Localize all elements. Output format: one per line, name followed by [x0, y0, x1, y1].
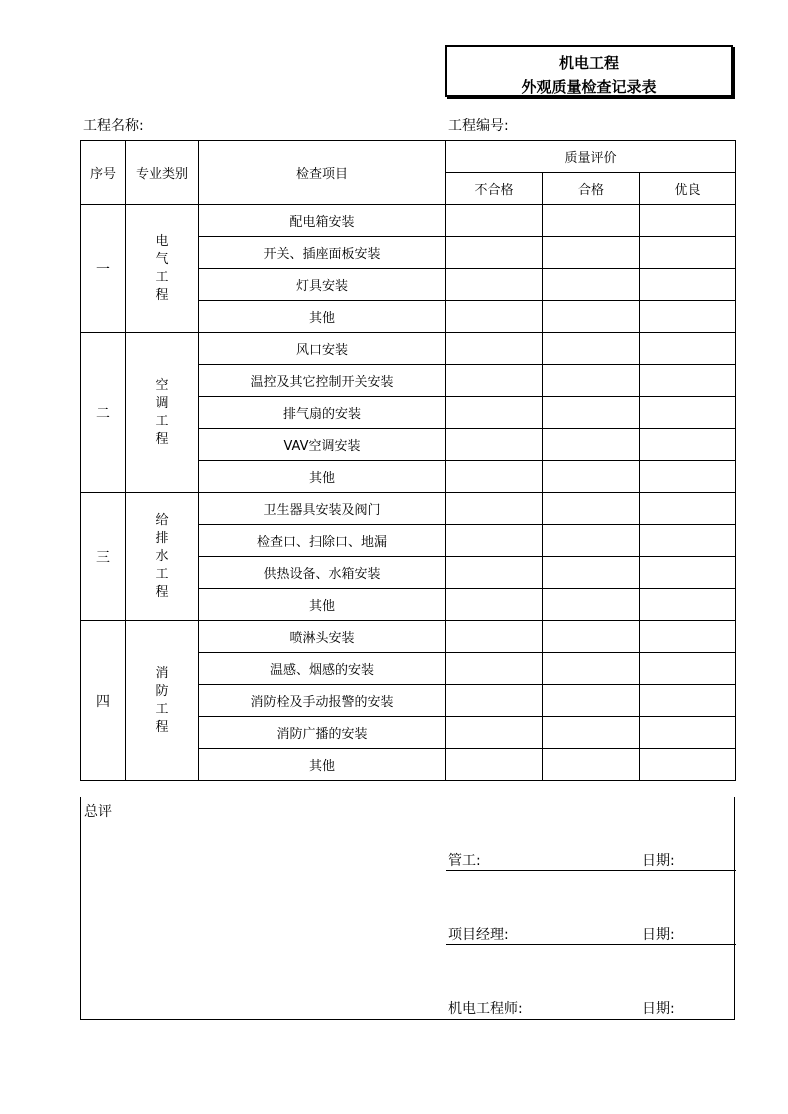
excellent-cell[interactable] — [640, 493, 736, 525]
pass-cell[interactable] — [543, 493, 640, 525]
group-seq: 三 — [81, 493, 126, 621]
inspection-item: 温控及其它控制开关安装 — [199, 365, 446, 397]
fail-cell[interactable] — [446, 365, 543, 397]
fail-cell[interactable] — [446, 461, 543, 493]
group-category — [126, 621, 199, 781]
inspection-item: 灯具安装 — [199, 269, 446, 301]
form-title-box — [445, 45, 733, 97]
excellent-cell[interactable] — [640, 333, 736, 365]
signature-date: 日期: — [642, 853, 675, 869]
group-category-label: 空调工程 — [155, 377, 169, 447]
project-number-label: 工程编号: — [448, 118, 509, 134]
excellent-cell[interactable] — [640, 397, 736, 429]
fail-cell[interactable] — [446, 205, 543, 237]
excellent-cell[interactable] — [640, 717, 736, 749]
header-excellent: 优良 — [640, 173, 736, 205]
inspection-item: 其他 — [199, 589, 446, 621]
fail-cell[interactable] — [446, 525, 543, 557]
header-quality: 质量评价 — [446, 141, 736, 173]
fail-cell[interactable] — [446, 653, 543, 685]
excellent-cell[interactable] — [640, 621, 736, 653]
group-category-label: 给排水工程 — [155, 512, 169, 600]
signature-divider — [446, 944, 736, 945]
table-row — [81, 333, 736, 365]
table-row — [81, 493, 736, 525]
inspection-item: 供热设备、水箱安装 — [199, 557, 446, 589]
inspection-item: 卫生器具安装及阀门 — [199, 493, 446, 525]
fail-cell[interactable] — [446, 589, 543, 621]
excellent-cell[interactable] — [640, 685, 736, 717]
inspection-item: 喷淋头安装 — [199, 621, 446, 653]
pass-cell[interactable] — [543, 205, 640, 237]
inspection-item: 风口安装 — [199, 333, 446, 365]
excellent-cell[interactable] — [640, 205, 736, 237]
group-category-label: 消防工程 — [155, 665, 169, 735]
fail-cell[interactable] — [446, 685, 543, 717]
signature-role: 管工: — [448, 853, 481, 869]
fail-cell[interactable] — [446, 269, 543, 301]
pass-cell[interactable] — [543, 685, 640, 717]
excellent-cell[interactable] — [640, 301, 736, 333]
fail-cell[interactable] — [446, 429, 543, 461]
inspection-item: 温感、烟感的安装 — [199, 653, 446, 685]
group-category — [126, 205, 199, 333]
excellent-cell[interactable] — [640, 749, 736, 781]
inspection-item: 消防广播的安装 — [199, 717, 446, 749]
inspection-item: 其他 — [199, 749, 446, 781]
inspection-item: 其他 — [199, 461, 446, 493]
form-title-line2: 外观质量检查记录表 — [521, 78, 657, 96]
excellent-cell[interactable] — [640, 365, 736, 397]
signature-role: 机电工程师: — [448, 1001, 523, 1017]
pass-cell[interactable] — [543, 237, 640, 269]
group-category — [126, 333, 199, 493]
header-fail: 不合格 — [446, 173, 543, 205]
header-item: 检查项目 — [199, 141, 446, 205]
pass-cell[interactable] — [543, 269, 640, 301]
header-seq: 序号 — [81, 141, 126, 205]
header-pass: 合格 — [543, 173, 640, 205]
inspection-item: 配电箱安装 — [199, 205, 446, 237]
excellent-cell[interactable] — [640, 653, 736, 685]
signature-date: 日期: — [642, 1001, 675, 1017]
fail-cell[interactable] — [446, 397, 543, 429]
table-row — [81, 205, 736, 237]
pass-cell[interactable] — [543, 461, 640, 493]
fail-cell[interactable] — [446, 333, 543, 365]
group-seq: 四 — [81, 621, 126, 781]
summary-section — [80, 797, 735, 1020]
project-name-label: 工程名称: — [83, 118, 144, 134]
group-category — [126, 493, 199, 621]
excellent-cell[interactable] — [640, 461, 736, 493]
fail-cell[interactable] — [446, 237, 543, 269]
fail-cell[interactable] — [446, 621, 543, 653]
fail-cell[interactable] — [446, 557, 543, 589]
excellent-cell[interactable] — [640, 525, 736, 557]
pass-cell[interactable] — [543, 557, 640, 589]
pass-cell[interactable] — [543, 525, 640, 557]
signature-divider — [446, 870, 736, 871]
pass-cell[interactable] — [543, 397, 640, 429]
inspection-item: 消防栓及手动报警的安装 — [199, 685, 446, 717]
excellent-cell[interactable] — [640, 429, 736, 461]
group-seq: 一 — [81, 205, 126, 333]
fail-cell[interactable] — [446, 301, 543, 333]
excellent-cell[interactable] — [640, 557, 736, 589]
inspection-table — [80, 140, 736, 781]
inspection-item: 其他 — [199, 301, 446, 333]
header-category: 专业类别 — [126, 141, 199, 205]
excellent-cell[interactable] — [640, 589, 736, 621]
fail-cell[interactable] — [446, 749, 543, 781]
pass-cell[interactable] — [543, 365, 640, 397]
inspection-item: VAV空调安装 — [199, 429, 446, 461]
summary-label: 总评 — [84, 804, 112, 820]
group-seq: 二 — [81, 333, 126, 493]
excellent-cell[interactable] — [640, 237, 736, 269]
pass-cell[interactable] — [543, 301, 640, 333]
group-category-label: 电气工程 — [155, 233, 169, 303]
pass-cell[interactable] — [543, 749, 640, 781]
signature-role: 项目经理: — [448, 927, 509, 943]
table-row — [81, 621, 736, 653]
fail-cell[interactable] — [446, 717, 543, 749]
pass-cell[interactable] — [543, 429, 640, 461]
pass-cell[interactable] — [543, 653, 640, 685]
pass-cell[interactable] — [543, 621, 640, 653]
inspection-item: 排气扇的安装 — [199, 397, 446, 429]
form-title-line1: 机电工程 — [558, 54, 619, 72]
excellent-cell[interactable] — [640, 269, 736, 301]
pass-cell[interactable] — [543, 717, 640, 749]
inspection-item: 检查口、扫除口、地漏 — [199, 525, 446, 557]
pass-cell[interactable] — [543, 333, 640, 365]
pass-cell[interactable] — [543, 589, 640, 621]
signature-date: 日期: — [642, 927, 675, 943]
inspection-item: 开关、插座面板安装 — [199, 237, 446, 269]
fail-cell[interactable] — [446, 493, 543, 525]
